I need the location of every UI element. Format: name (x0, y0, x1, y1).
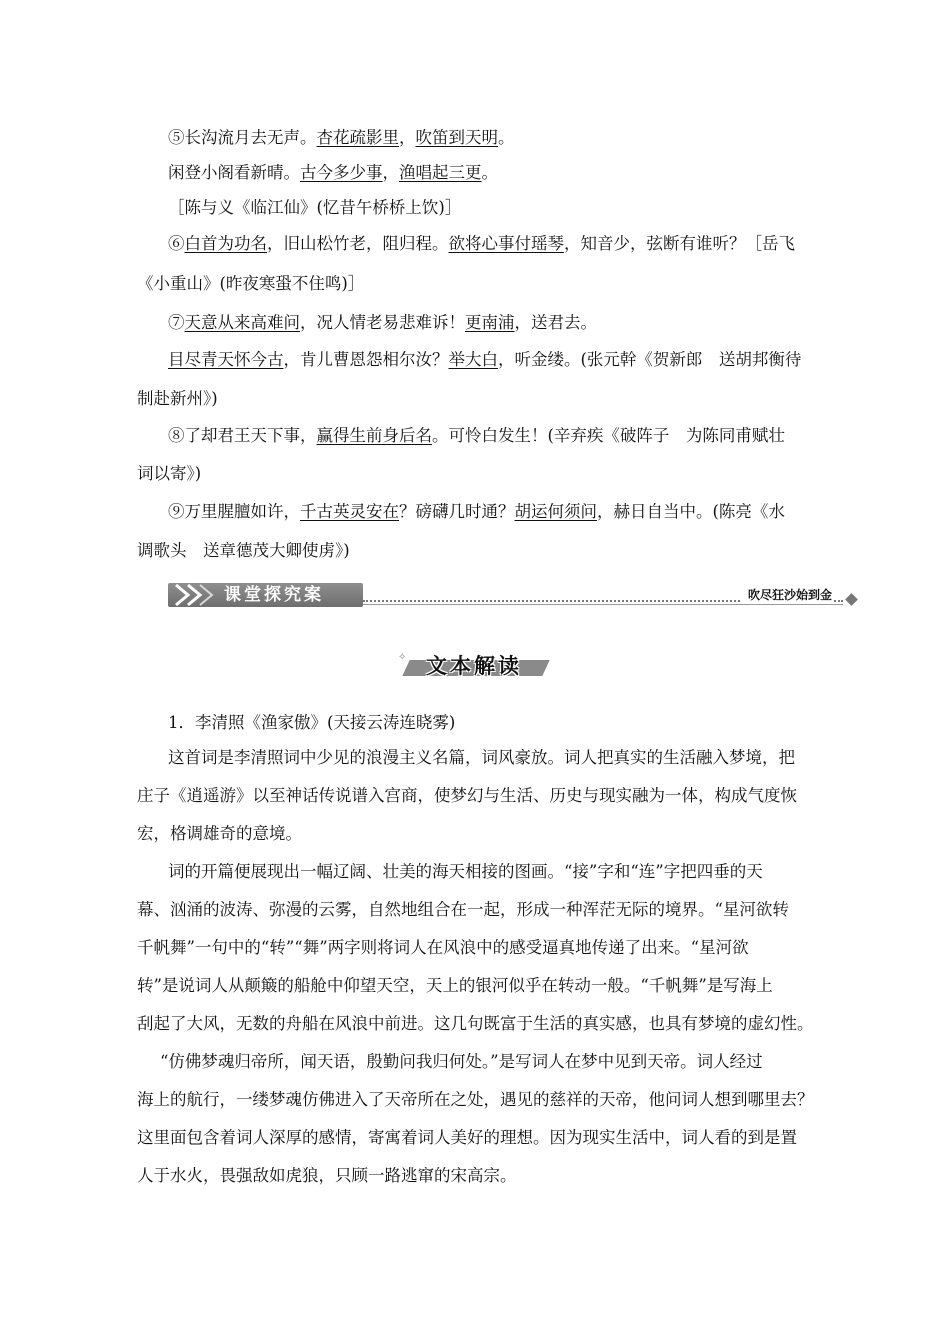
sparkle-icon: ✧ (398, 652, 407, 663)
body-line: 庄子《逍遥游》以至神话传说谱入宫商，使梦幻与生活、历史与现实融为一体，构成气度恢 (137, 786, 797, 805)
underlined-phrase: 欲将心事付瑶琴 (448, 234, 564, 253)
underlined-phrase: 胡运何须问 (514, 502, 597, 521)
banner-label: 课堂探究案 (224, 585, 324, 605)
banner-divider-line (363, 604, 843, 605)
body-line: 刮起了大风，无数的舟船在风浪中前进。这几句既富于生活的真实感，也具有梦境的虚幻性。 (137, 1014, 814, 1033)
body-line: 海上的航行，一缕梦魂仿佛进入了天帝所在之处，遇见的慈祥的天帝，他问词人想到哪里去？ (137, 1090, 814, 1109)
body-line: 这首词是李清照词中少见的浪漫主义名篇，词风豪放。词人把真实的生活融入梦境，把 (168, 748, 795, 767)
body-line: 这里面包含着词人深厚的感情，寄寓着词人美好的理想。因为现实生活中，词人看的到是置 (137, 1128, 797, 1147)
section-title-text: 文本解读 (426, 654, 522, 678)
poem-source-5: ［陈与义《临江仙》(忆昔午桥桥上饮)］ (168, 198, 462, 217)
body-line: “仿佛梦魂归帝所，闻天语，殷勤问我归何处。”是写词人在梦中见到天帝。词人经过 (160, 1052, 763, 1071)
poem-line-6a: ⑥白首为功名，旧山松竹老，阻归程。欲将心事付瑶琴，知音少，弦断有谁听？［岳飞 (168, 234, 795, 253)
body-line: 人于水火，畏强敌如虎狼，只顾一路逃窜的宋高宗。 (137, 1166, 517, 1185)
underlined-phrase: 天意从来高难问 (184, 313, 300, 332)
poem-source-9: 调歌头 送章德茂大卿使虏》) (137, 541, 350, 560)
poem-line-7b: 目尽青天怀今古，肯儿曹恩怨相尔汝？举大白，听金缕。(张元幹《贺新郎 送胡邦衡待 (168, 350, 802, 369)
body-heading: 1．李清照《渔家傲》(天接云涛连晓雾) (168, 713, 456, 732)
poem-line-5b: 闲登小阁看新晴。古今多少事，渔唱起三更。 (168, 163, 498, 182)
poem-line-7a: ⑦天意从来高难问，况人情老易悲难诉！更南浦，送君去。 (168, 313, 597, 332)
underlined-phrase: 赢得生前身后名 (316, 426, 432, 445)
body-line: 千帆舞”一句中的“转”“舞”两字则将词人在风浪中的感受逼真地传递了出来。“星河欲 (137, 938, 749, 957)
underlined-phrase: 更南浦 (465, 313, 515, 332)
poem-source-6: 《小重山》(昨夜寒蛩不住鸣)］ (137, 274, 365, 293)
poem-source-8: 词以寄》) (137, 464, 202, 483)
poem-source-7: 制赴新州》) (137, 389, 218, 408)
poem-line-9a: ⑨万里腥膻如许，千古英灵安在？磅礴几时通？胡运何须问，赫日自当中。(陈亮《水 (168, 502, 785, 521)
body-line: 转”是说词人从颠簸的船舱中仰望天空，天上的银河似乎在转动一般。“千帆舞”是写海上 (137, 976, 773, 995)
double-chevron-icon (172, 583, 222, 607)
section-banner (168, 580, 858, 610)
poem-line-5a: ⑤长沟流月去无声。杏花疏影里，吹笛到天明。 (168, 128, 515, 147)
underlined-phrase: 举大白 (448, 350, 498, 369)
diamond-icon (845, 593, 858, 606)
underlined-phrase: 白首为功名 (184, 234, 267, 253)
section-title (398, 648, 548, 680)
body-line: 幕、汹涌的波涛、弥漫的云雾，自然地组合在一起，形成一种浑茫无际的境界。“星河欲转 (137, 900, 789, 919)
poem-line-8a: ⑧了却君王天下事，赢得生前身后名。可怜白发生！(辛弃疾《破阵子 为陈同甫赋壮 (168, 426, 785, 445)
body-line: 词的开篇便展现出一幅辽阔、壮美的海天相接的图画。“接”字和“连”字把四垂的天 (168, 862, 763, 881)
underlined-phrase: 古今多少事 (300, 163, 383, 182)
body-line: 宏，格调雄奇的意境。 (137, 824, 302, 843)
underlined-phrase: 杏花疏影里 (316, 128, 399, 147)
underlined-phrase: 吹笛到天明 (415, 128, 498, 147)
banner-motto: 吹尽狂沙始到金 (742, 586, 832, 603)
underlined-phrase: 目尽青天怀今古 (168, 350, 284, 369)
underlined-phrase: 渔唱起三更 (399, 163, 482, 182)
underlined-phrase: 千古英灵安在 (300, 502, 399, 521)
